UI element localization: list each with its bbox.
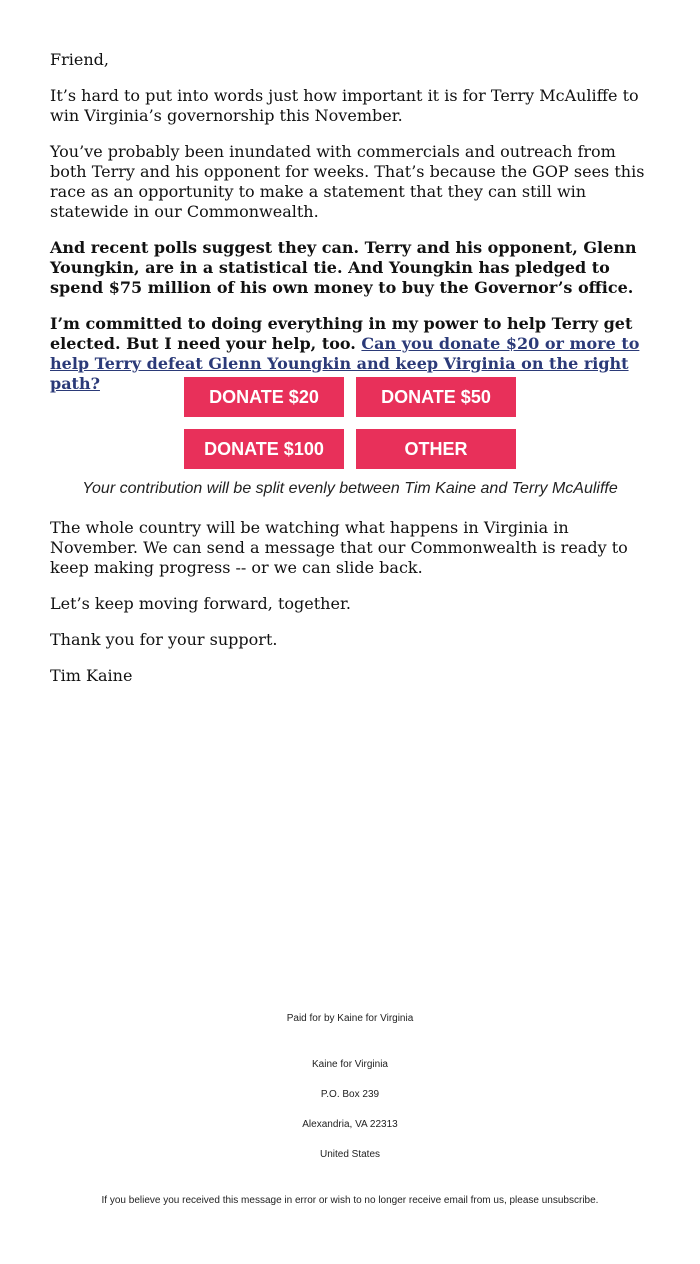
paragraph-polls: And recent polls suggest they can. Terry and his opponent, Glenn Youngkin, are in a statistical tie. And Youngkin has pledged to spend $75 million of his own money to buy the Governor’s office. xyxy=(50,238,637,297)
paragraph-importance: It’s hard to put into words just how important it is for Terry McAuliffe to win Virginia’s governorship this November. xyxy=(50,86,639,125)
paragraph-gop-opportunity: You’ve probably been inundated with commercials and outreach from both Terry and his opponent for weeks. That’s because the GOP sees this race as an opportunity to make a statement that they can still win statewide in our Commonwealth. xyxy=(50,142,645,221)
paid-for-disclaimer: Paid for by Kaine for Virginia xyxy=(286,1013,414,1024)
email-closing xyxy=(50,518,650,702)
unsubscribe-tail-text: . xyxy=(595,1195,599,1206)
email-body xyxy=(50,50,650,410)
donate-50-button[interactable]: DONATE $50 xyxy=(356,377,516,417)
ask-lead-text: I’m committed to doing everything in my power to help Terry get elected. But I need your help, too. xyxy=(50,314,633,353)
donate-20-button[interactable]: DONATE $20 xyxy=(184,377,344,417)
greeting: Friend, xyxy=(50,50,109,69)
paragraph-thanks: Thank you for your support. xyxy=(50,630,278,649)
donate-100-button[interactable]: DONATE $100 xyxy=(184,429,344,469)
donate-ask-link[interactable]: Can you donate $20 or more to help Terry defeat Glenn Youngkin and keep Virginia on the right path? xyxy=(50,334,640,393)
signature: Tim Kaine xyxy=(50,666,133,685)
footer-po-box: P.O. Box 239 xyxy=(320,1089,380,1100)
paragraph-ask xyxy=(50,314,650,394)
unsubscribe-link[interactable]: unsubscribe xyxy=(541,1195,596,1206)
footer-country: United States xyxy=(319,1149,381,1160)
paragraph-moving-forward: Let’s keep moving forward, together. xyxy=(50,594,351,613)
contribution-split-note: Your contribution will be split evenly between Tim Kaine and Terry McAuliffe xyxy=(82,480,618,497)
unsubscribe-notice xyxy=(0,1195,700,1207)
footer-org-name: Kaine for Virginia xyxy=(312,1059,388,1070)
unsubscribe-lead-text: If you believe you received this message in error or wish to no longer receive email from us, please xyxy=(101,1195,542,1206)
paragraph-country-watching: The whole country will be watching what happens in Virginia in November. We can send a message that our Commonwealth is ready to keep making progress -- or we can slide back. xyxy=(50,518,628,577)
footer-city: Alexandria, VA 22313 xyxy=(302,1119,398,1130)
donate-other-button[interactable]: OTHER xyxy=(356,429,516,469)
